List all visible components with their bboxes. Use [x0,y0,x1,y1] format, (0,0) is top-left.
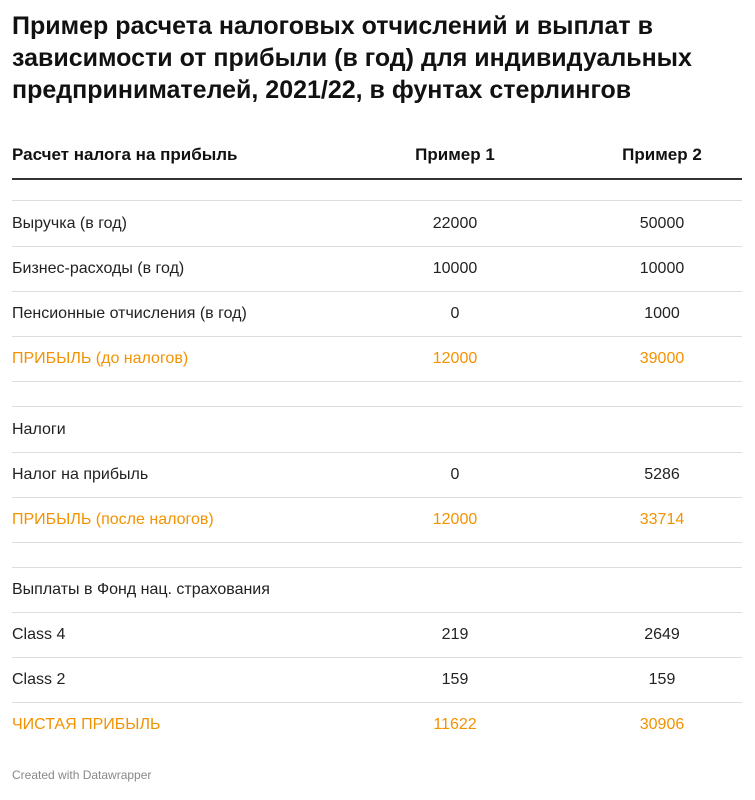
row-label: Бизнес-расходы (в год) [12,260,185,277]
table-row [0,209,755,239]
column-header-label: Расчет налога на прибыль [12,145,238,164]
row-divider [12,406,742,407]
row-divider [12,612,742,613]
row-value-example-1: 12000 [432,511,478,528]
row-value-example-2: 10000 [639,260,685,277]
row-value-example-1: 22000 [432,215,478,232]
row-value-example-2: 1000 [644,305,680,322]
footer-credit: Created with Datawrapper [12,768,152,782]
row-value-example-2: 2649 [644,626,680,643]
row-label: Налог на прибыль [12,466,149,483]
row-value-example-1: 0 [450,466,460,483]
table-row [0,620,755,650]
row-divider [12,336,742,337]
row-value-example-1: 0 [450,305,460,322]
row-label: ЧИСТАЯ ПРИБЫЛЬ [12,716,161,733]
column-header-example-1: Пример 1 [415,145,495,164]
row-label: ПРИБЫЛЬ (после налогов) [12,511,214,528]
column-header-example-2: Пример 2 [622,145,702,164]
row-value-example-2: 33714 [639,511,685,528]
header-divider [12,178,742,180]
row-divider [12,497,742,498]
table-row [0,299,755,329]
row-value-example-1: 10000 [432,260,478,277]
row-divider [12,381,742,382]
table-row-profit-before-tax [0,344,755,374]
row-value-example-1: 11622 [433,716,477,733]
row-value-example-1: 219 [441,626,469,643]
row-divider [12,452,742,453]
table-row [0,254,755,284]
row-label: ПРИБЫЛЬ (до налогов) [12,350,189,367]
row-divider [12,200,742,201]
row-label: Налоги [12,421,66,438]
row-label: Выручка (в год) [12,215,127,232]
row-divider [12,657,742,658]
row-value-example-2: 30906 [639,716,685,733]
table-row [0,460,755,490]
row-value-example-2: 159 [648,671,676,688]
table-row-net-profit [0,710,755,740]
table-row-section-taxes [0,415,755,445]
row-value-example-1: 159 [441,671,469,688]
row-label: Выплаты в Фонд нац. страхования [12,581,270,598]
row-divider [12,542,742,543]
row-label: Class 2 [12,671,66,688]
row-divider [12,246,742,247]
row-label: Пенсионные отчисления (в год) [12,305,247,322]
row-divider [12,291,742,292]
row-value-example-2: 50000 [639,215,685,232]
table-row [0,665,755,695]
row-value-example-2: 5286 [644,466,680,483]
row-value-example-1: 12000 [432,350,478,367]
row-divider [12,567,742,568]
row-divider [12,702,742,703]
page-title: Пример расчета налоговых отчислений и выплат в зависимости от прибыли (в год) для индивидуальных предпринимателей, 2021/22, в фунтах стерлингов [12,12,692,104]
table-row-section-ni [0,575,755,605]
row-value-example-2: 39000 [639,350,685,367]
row-label: Class 4 [12,626,66,643]
table-row-profit-after-tax [0,505,755,535]
